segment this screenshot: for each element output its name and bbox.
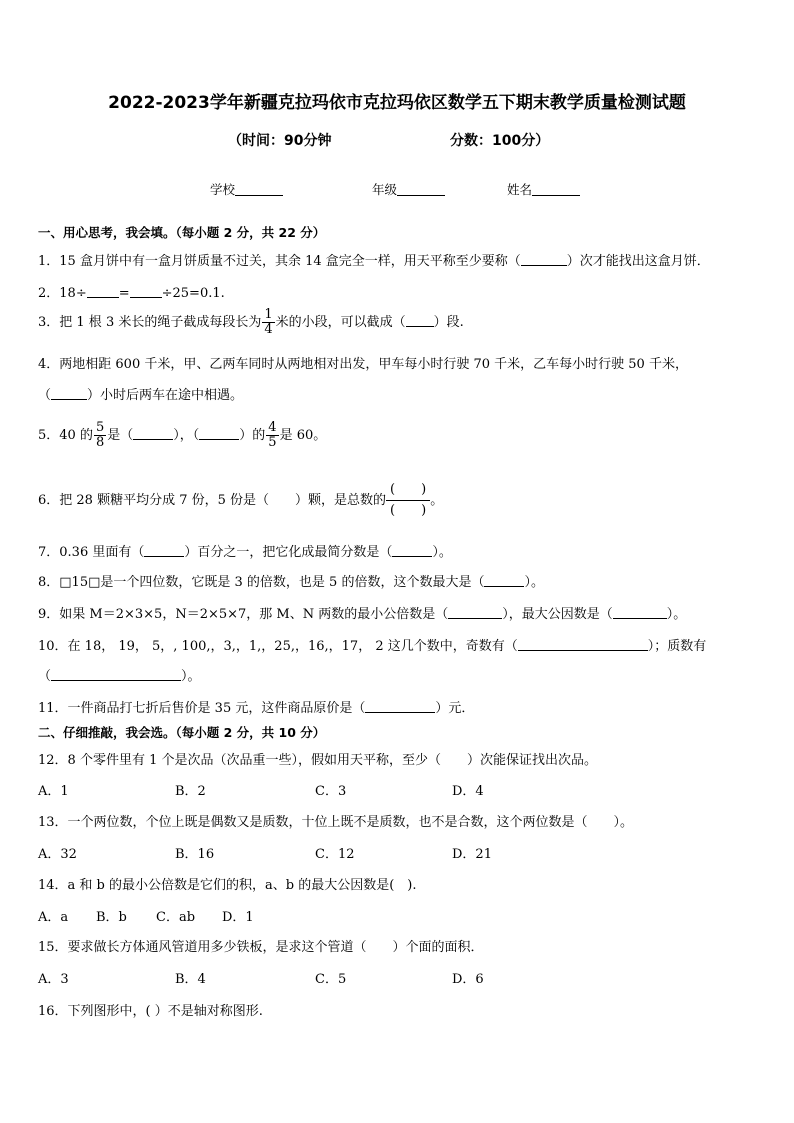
q12-option-c[interactable]: C．3 xyxy=(315,784,347,799)
q2-blank-1[interactable] xyxy=(87,285,119,298)
q4-text-end: ）小时后两车在途中相遇。 xyxy=(87,388,244,403)
fraction-numerator-blank[interactable]: ( ) xyxy=(390,482,427,497)
q5-text-c: ），（ xyxy=(173,428,200,443)
exam-score: 分数：100分） xyxy=(450,133,550,149)
question-5 xyxy=(38,421,326,450)
q1-text: 1．15 盒月饼中有一盒月饼质量不过关，其余 14 盒完全一样，用天平称至少要称（ xyxy=(38,254,521,269)
grade-blank[interactable] xyxy=(397,183,445,196)
q15-option-b[interactable]: B．4 xyxy=(175,972,206,987)
name-field xyxy=(507,180,580,198)
q7-text: 7．0.36 里面有（ xyxy=(38,545,145,560)
section2-heading: 二、仔细推敲，我会选。（每小题 2 分，共 10 分） xyxy=(38,725,326,740)
name-label: 姓名 xyxy=(507,182,533,197)
question-14: 14．a 和 b 的最小公倍数是它们的积，a、b 的最大公因数是( ). xyxy=(38,878,417,893)
q7-text-end: ）。 xyxy=(432,545,452,560)
q4-blank[interactable] xyxy=(51,387,87,400)
q6-text: 6．把 28 颗糖平均分成 7 份，5 份是（ ）颗，是总数的 xyxy=(38,493,387,508)
q4-paren-open: （ xyxy=(38,388,52,403)
q14-option-d[interactable]: D．1 xyxy=(222,910,254,925)
q5-blank-2[interactable] xyxy=(199,427,239,440)
q15-option-a[interactable]: A．3 xyxy=(38,972,69,987)
q8-blank[interactable] xyxy=(484,574,524,587)
question-8 xyxy=(38,571,544,590)
grade-label: 年级 xyxy=(372,182,398,197)
q9-blank-1[interactable] xyxy=(448,606,502,619)
fraction-denominator: 5 xyxy=(268,435,277,450)
q5-blank-1[interactable] xyxy=(133,427,173,440)
q10-blank-2[interactable] xyxy=(51,668,181,681)
question-13: 13．一个两位数，个位上既是偶数又是质数，十位上既不是质数，也不是合数，这个两位数是（ ）。 xyxy=(38,815,634,830)
q13-option-d[interactable]: D．21 xyxy=(452,847,492,862)
q12-option-b[interactable]: B．2 xyxy=(175,784,206,799)
q13-option-b[interactable]: B．16 xyxy=(175,847,215,862)
q5-text-end: 是 60。 xyxy=(279,428,327,443)
q15-option-d[interactable]: D．6 xyxy=(452,972,484,987)
q13-option-a[interactable]: A．32 xyxy=(38,847,77,862)
q15-option-c[interactable]: C．5 xyxy=(315,972,347,987)
q10-text: 10．在 18， 19， 5，, 100,，3,，1,，25,，16,，17， 2 这几个数中，奇数有（ xyxy=(38,639,518,654)
question-15: 15．要求做长方体通风管道用多少铁板，是求这个管道（ ）个面的面积． xyxy=(38,940,484,955)
q1-text-end: ）次才能找出这盒月饼． xyxy=(566,254,710,269)
question-10 xyxy=(38,635,706,654)
q7-text-mid: ）百分之一，把它化成最简分数是（ xyxy=(184,545,393,560)
school-blank[interactable] xyxy=(235,183,283,196)
q4-text: 4．两地相距 600 千米，甲、乙两车同时从两地相对出发，甲车每小时行驶 70 千米，乙车每小时行驶 50 千米， xyxy=(38,357,688,372)
question-1 xyxy=(38,250,710,269)
q10-text-end: ）。 xyxy=(181,669,201,684)
school-label: 学校 xyxy=(210,182,236,197)
q9-text-end: ）。 xyxy=(666,607,687,622)
section1-heading: 一、用心思考，我会填。（每小题 2 分，共 22 分） xyxy=(38,225,326,240)
q11-text: 11．一件商品打七折后售价是 35 元，这件商品原价是（ xyxy=(38,701,366,716)
q8-text-end: ）。 xyxy=(524,575,544,590)
q7-blank-2[interactable] xyxy=(392,544,432,557)
question-16: 16．下列图形中，( ）不是轴对称图形. xyxy=(38,1004,263,1019)
fraction-numerator: 5 xyxy=(95,420,105,435)
q9-text: 9．如果 M＝2×3×5，N＝2×5×7，那 M、N 两数的最小公倍数是（ xyxy=(38,607,449,622)
q10-text-mid: ）；质数有 xyxy=(647,639,707,654)
q5-text-d: ）的 xyxy=(239,428,266,443)
question-4-line2 xyxy=(38,384,243,403)
fraction-numerator: 4 xyxy=(268,420,277,435)
question-11 xyxy=(38,697,474,716)
q6-text-end: 。 xyxy=(430,493,444,508)
q11-text-end: ）元． xyxy=(435,701,475,716)
q14-option-a[interactable]: A．a xyxy=(38,910,69,925)
q3-text-end: ）段. xyxy=(433,315,464,330)
fraction-denominator: 8 xyxy=(95,435,105,450)
q8-text: 8．□15□是一个四位数，它既是 3 的倍数，也是 5 的倍数，这个数最大是（ xyxy=(38,575,485,590)
q14-option-c[interactable]: C．ab xyxy=(156,910,196,925)
q12-option-a[interactable]: A．1 xyxy=(38,784,69,799)
q9-text-mid: ），最大公因数是（ xyxy=(502,607,613,622)
question-9 xyxy=(38,603,686,622)
grade-field xyxy=(372,180,445,198)
q5-fraction-1 xyxy=(94,421,106,450)
q2-text-end: ÷25=0.1. xyxy=(161,286,225,301)
q7-blank-1[interactable] xyxy=(144,544,184,557)
q5-text: 5．40 的 xyxy=(38,428,93,443)
q2-text: 2．18÷ xyxy=(38,286,87,301)
fraction-denominator-blank[interactable]: ( ) xyxy=(386,500,430,521)
q2-blank-2[interactable] xyxy=(130,285,162,298)
fraction-denominator: 4 xyxy=(264,322,273,337)
q10-blank-1[interactable] xyxy=(518,638,648,651)
question-4 xyxy=(38,353,688,372)
q14-option-b[interactable]: B．b xyxy=(96,910,127,925)
school-field xyxy=(210,180,283,198)
q11-blank[interactable] xyxy=(365,700,435,713)
question-10-line2 xyxy=(38,665,201,684)
exam-time: （时间：90分钟 xyxy=(228,133,332,149)
q3-text-mid: 米的小段，可以截成（ xyxy=(275,315,406,330)
name-blank[interactable] xyxy=(532,183,580,196)
q1-blank[interactable] xyxy=(521,253,567,266)
question-6 xyxy=(38,480,443,521)
q13-option-c[interactable]: C．12 xyxy=(315,847,355,862)
q6-fraction[interactable] xyxy=(386,480,430,521)
question-3 xyxy=(38,308,464,337)
q3-blank[interactable] xyxy=(406,314,434,327)
question-2 xyxy=(38,282,225,301)
q3-fraction xyxy=(262,308,274,337)
fraction-numerator: 1 xyxy=(264,307,273,322)
question-7 xyxy=(38,541,452,560)
question-12: 12．8 个零件里有 1 个是次品（次品重一些），假如用天平称，至少（ ）次能保证找出次品。 xyxy=(38,753,597,768)
q3-text: 3．把 1 根 3 米长的绳子截成每段长为 xyxy=(38,315,262,330)
q5-fraction-2 xyxy=(266,421,278,450)
q2-equals: = xyxy=(118,286,130,301)
q12-option-d[interactable]: D．4 xyxy=(452,784,484,799)
q5-text-b: 是（ xyxy=(107,428,134,443)
q10-paren-open: （ xyxy=(38,669,52,684)
q9-blank-2[interactable] xyxy=(613,606,667,619)
page-title: 2022-2023学年新疆克拉玛依市克拉玛依区数学五下期末教学质量检测试题 xyxy=(108,93,686,113)
